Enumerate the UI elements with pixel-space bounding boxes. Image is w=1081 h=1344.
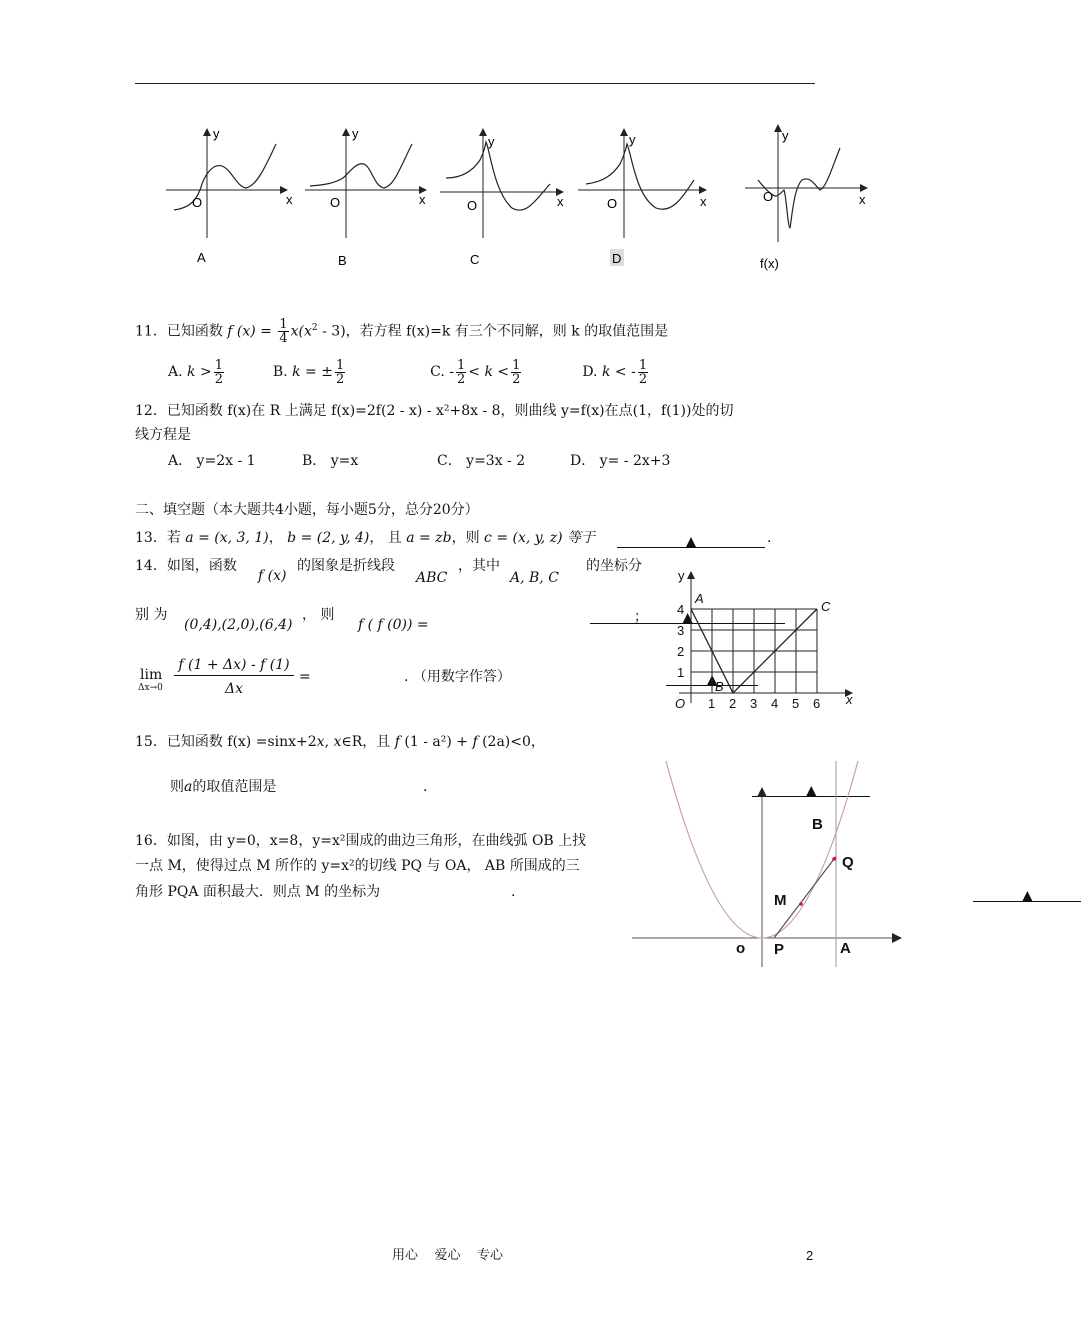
- q14-point-b: B: [715, 679, 724, 694]
- graph-c-label: C: [470, 252, 480, 267]
- function-graphs-row: [160, 120, 880, 280]
- question-14-line1: 14．如图，函数: [135, 558, 237, 574]
- option-11-a[interactable]: A. k > $\frac{1}{2}$: [168, 357, 223, 387]
- graph-a-origin: O: [192, 195, 203, 210]
- q16-graph: [628, 755, 908, 970]
- question-13: 13．若 a = (x, 3, 1)， b = (2, y, 4)， 且 a = zb，则 c = (x, y, z) 等于: [135, 530, 595, 546]
- graph-b: [305, 126, 426, 268]
- graph-d-y-label: y: [629, 132, 636, 147]
- graph-a: [166, 126, 293, 265]
- question-16-line1: 16．如图，由 y=0，x=8，y=x²围成的曲边三角形，在曲线弧 OB 上找: [135, 833, 587, 849]
- svg-text:2: 2: [677, 644, 685, 659]
- graph-b-y-label: y: [352, 126, 359, 141]
- svg-text:4: 4: [771, 696, 779, 711]
- q14-line1-mid: 的图象是折线段: [297, 558, 395, 574]
- section-2-heading: 二、填空题（本大题共4小题，每小题5分，总分20分）: [135, 502, 479, 518]
- q14-x-label: x: [846, 692, 853, 707]
- question-12-line2: 线方程是: [135, 427, 191, 443]
- option-11-c[interactable]: C. - $\frac{1}{2}$ < k < $\frac{1}{2}$: [430, 357, 521, 387]
- graph-d-origin: O: [607, 196, 618, 211]
- graph-c-origin: O: [467, 198, 478, 213]
- graph-fx-x-label: x: [859, 192, 866, 207]
- q14-line2-mid: ， 则: [302, 607, 335, 623]
- question-16-line3: 角形 PQA 面积最大．则点 M 的坐标为: [135, 884, 381, 900]
- svg-text:2: 2: [729, 696, 737, 711]
- question-15-line2: 则a的取值范围是: [170, 779, 277, 795]
- graph-d: [578, 130, 707, 266]
- graph-c-x-label: x: [557, 194, 564, 209]
- q14-fx: f (x): [258, 568, 287, 584]
- graph-c: [440, 130, 564, 267]
- q14-line1-post: ，其中: [458, 558, 500, 574]
- graph-b-origin: O: [330, 195, 341, 210]
- q14-limit: lim Δx→0 f (1 + Δx) - f (1) Δx: [138, 655, 308, 700]
- svg-text:5: 5: [792, 696, 800, 711]
- q16-point-b: B: [812, 816, 823, 833]
- q14-abc: ABC: [416, 570, 448, 586]
- svg-text:1: 1: [708, 696, 716, 711]
- question-16-end: .: [511, 884, 516, 900]
- graph-a-label: A: [197, 250, 206, 265]
- question-16-line2: 一点 M，使得过点 M 所作的 y=x²的切线 PQ 与 OA， AB 所围成的三: [135, 858, 580, 874]
- answer-blank-16[interactable]: ▲: [973, 885, 1081, 902]
- question-11-options: [168, 352, 650, 396]
- graph-fx-label: f(x): [760, 256, 779, 271]
- q14-graph: [665, 565, 865, 715]
- graph-fx-y-label: y: [782, 128, 789, 143]
- q14-origin: O: [675, 696, 686, 711]
- q16-origin: o: [736, 940, 746, 957]
- q14-eq: =: [299, 669, 311, 685]
- option-12-c[interactable]: C． y=3x - 2: [437, 453, 526, 469]
- answer-blank-15[interactable]: ▲: [752, 780, 870, 797]
- q14-line2-end: ；: [634, 609, 648, 625]
- question-13-end: .: [767, 530, 772, 546]
- graph-a-x-label: x: [286, 192, 293, 207]
- q16-point-p: P: [774, 941, 785, 958]
- svg-text:3: 3: [677, 623, 685, 638]
- q14-coords: (0,4),(2,0),(6,4): [184, 617, 293, 633]
- question-12-line1: 12．已知函数 f(x)在 R 上满足 f(x)=2f(2 - x) - x²+8x - 8，则曲线 y=f(x)在点(1，f(1))处的切: [135, 403, 734, 419]
- graph-fx: [745, 126, 866, 271]
- option-12-a[interactable]: A． y=2x - 1: [168, 453, 256, 469]
- question-11-stem: 11．已知函数 f (x) = $\frac{1}{4}$ $x(x^2 - 3)$，若方程 f(x)=k 有三个不同解，则 k 的取值范围是: [135, 317, 669, 347]
- question-15-end: .: [423, 779, 428, 795]
- answer-blank-13[interactable]: ▲: [617, 531, 765, 548]
- graph-c-y-label: y: [488, 134, 495, 149]
- header-rule: [135, 83, 815, 84]
- option-11-b[interactable]: B. k = ± $\frac{1}{2}$: [272, 357, 345, 387]
- option-11-d[interactable]: D. k < - $\frac{1}{2}$: [582, 357, 648, 387]
- q14-ff0: f ( f (0)) =: [358, 617, 429, 633]
- q16-point-m: M: [774, 892, 787, 909]
- option-12-d[interactable]: D． y= - 2x+3: [570, 453, 671, 469]
- q14-point-a: A: [695, 591, 704, 606]
- question-15-line1: 15．已知函数 f(x) =sinx+2x, x∈R，且 f (1 - a²) + f (2a)<0，: [135, 734, 545, 750]
- q14-note: . （用数字作答）: [404, 669, 511, 685]
- page-number: 2: [806, 1248, 814, 1263]
- footer-center: 用心 爱心 专心: [392, 1248, 504, 1263]
- svg-text:3: 3: [750, 696, 758, 711]
- svg-text:4: 4: [677, 602, 685, 617]
- q14-pts: A, B, C: [510, 570, 559, 586]
- option-12-b[interactable]: B． y=x: [302, 453, 359, 469]
- answer-blank-14a[interactable]: ▲: [590, 607, 785, 624]
- q14-line1-end: 的坐标分: [586, 558, 642, 574]
- graph-fx-origin: O: [763, 189, 774, 204]
- graph-b-label: B: [338, 253, 347, 268]
- q14-y-label: y: [678, 568, 685, 583]
- graph-d-x-label: x: [700, 194, 707, 209]
- svg-text:6: 6: [813, 696, 821, 711]
- graph-d-label: D: [612, 251, 622, 266]
- svg-text:1: 1: [677, 665, 685, 680]
- graph-b-x-label: x: [419, 192, 426, 207]
- q16-point-a: A: [840, 940, 851, 957]
- q14-point-c: C: [821, 599, 831, 614]
- q16-point-q: Q: [842, 854, 854, 871]
- answer-blank-14b[interactable]: ▲: [666, 669, 758, 686]
- graph-a-y-label: y: [213, 126, 220, 141]
- q14-line2-pre: 别 为: [135, 607, 168, 623]
